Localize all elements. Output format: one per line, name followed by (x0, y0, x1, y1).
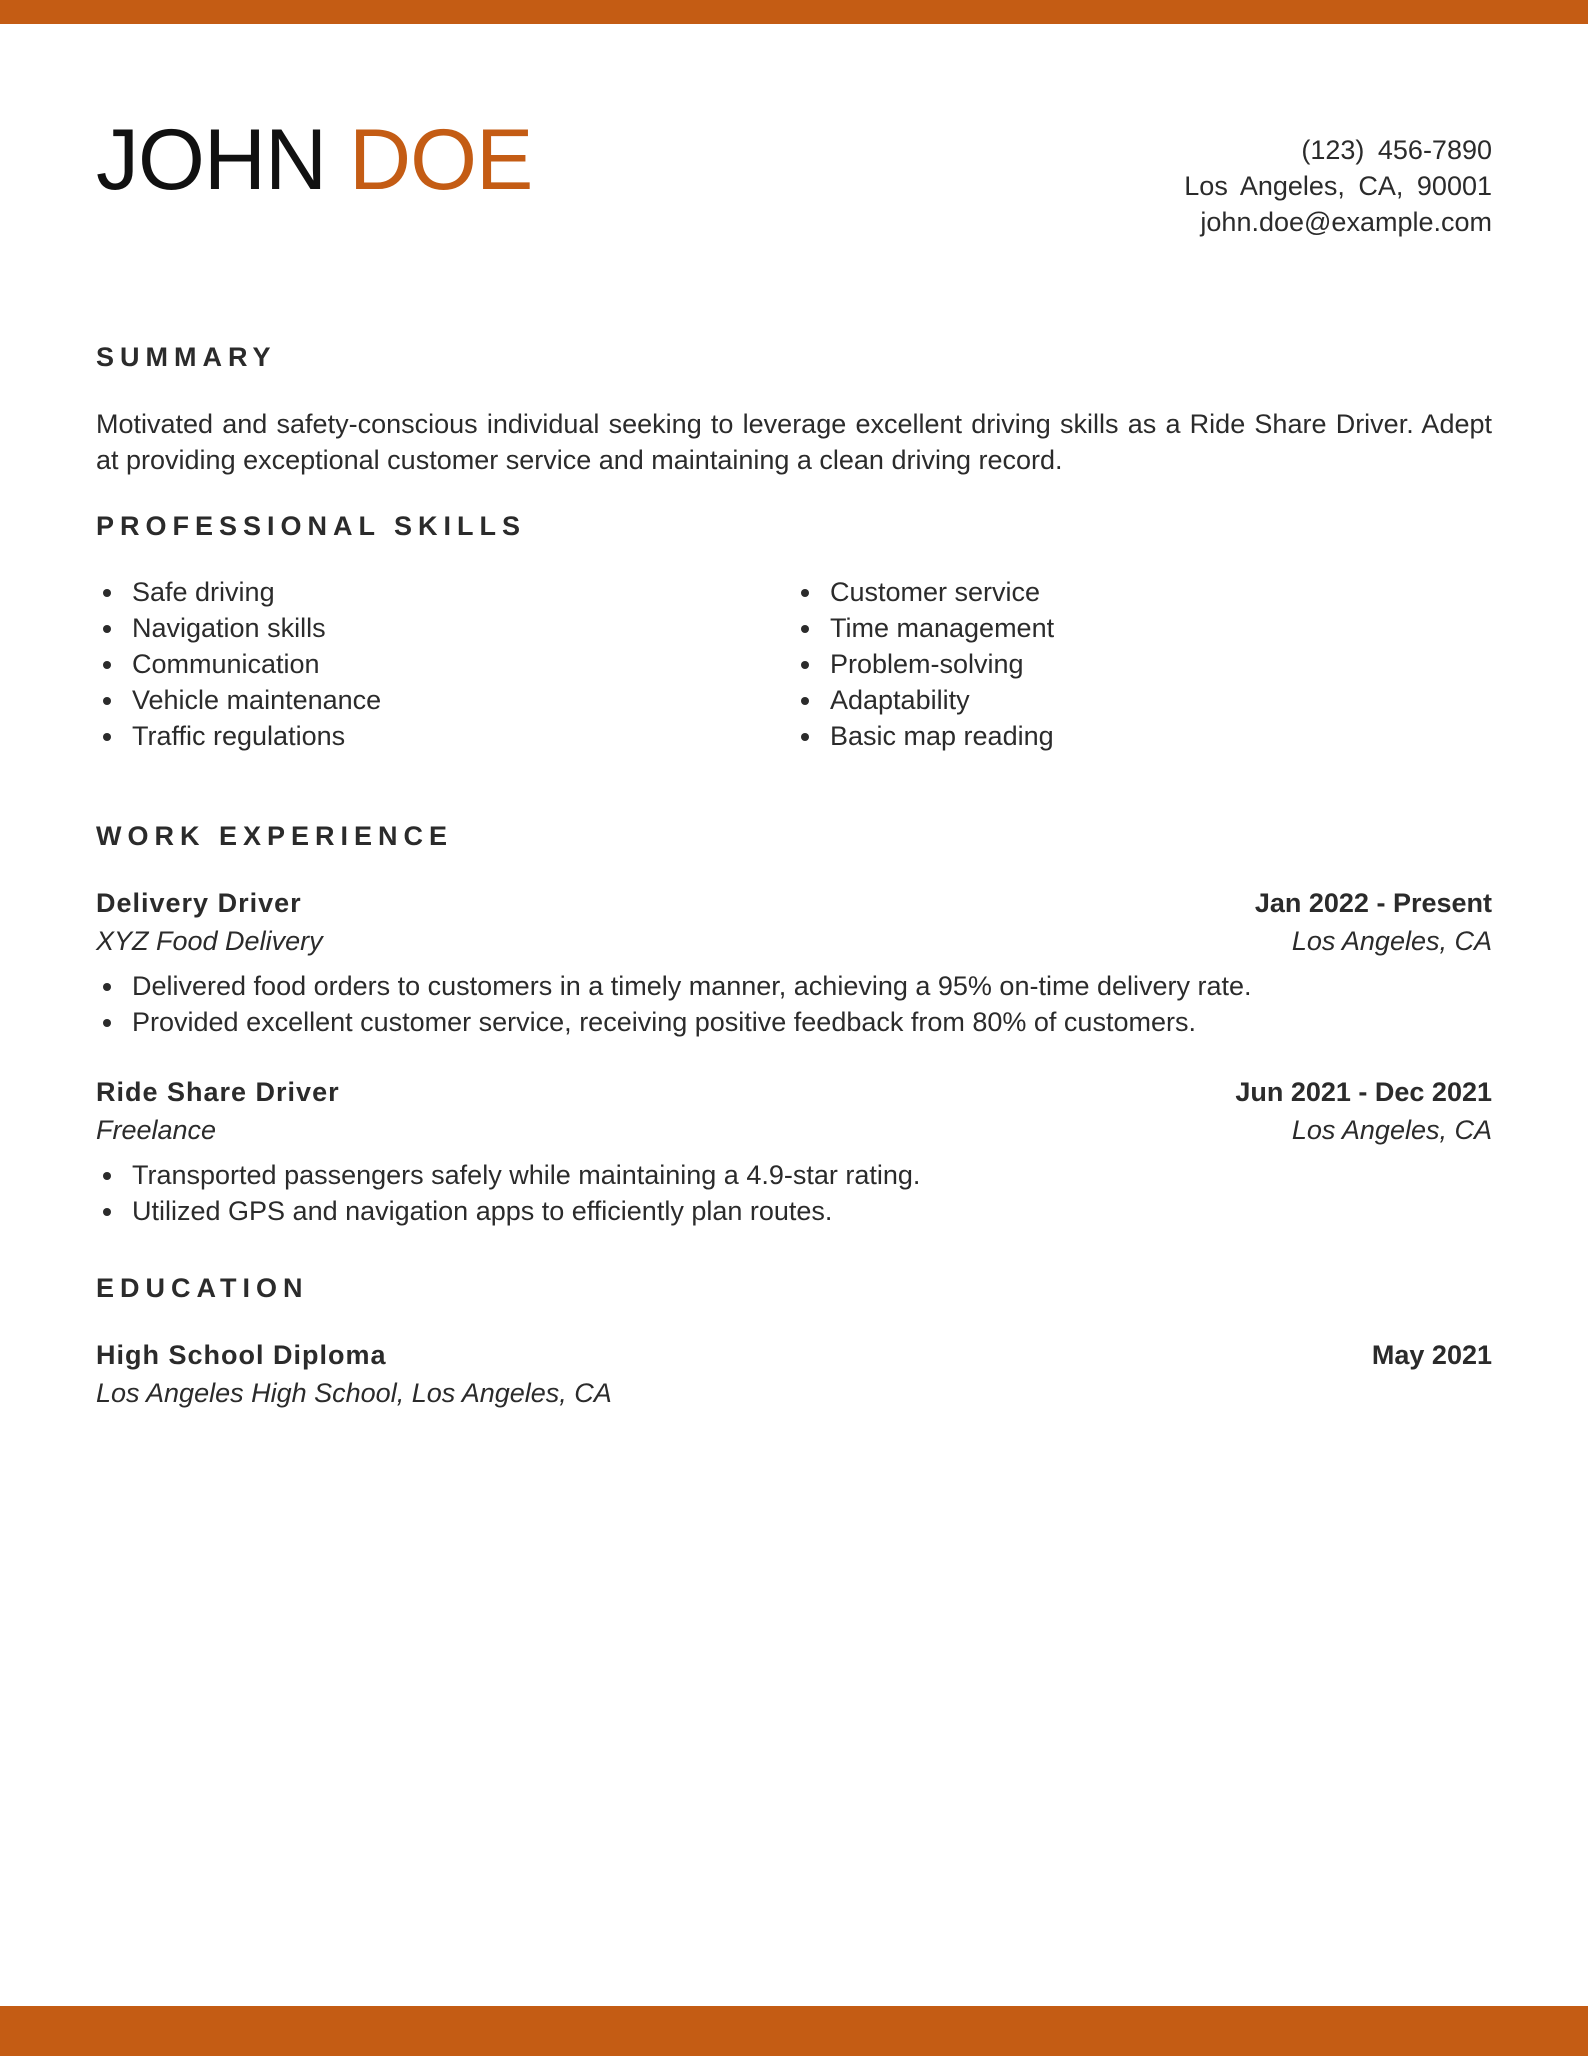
email-address: john.doe@example.com (1200, 207, 1492, 237)
job-location: Los Angeles, CA (1291, 1115, 1492, 1145)
phone-number: (123) 456-7890 (1301, 135, 1492, 165)
skills-right-column (794, 574, 1492, 754)
job-company: Freelance (96, 1115, 217, 1145)
skill-item: Communication (96, 646, 794, 682)
job-bullet: Delivered food orders to customers in a timely manner, achieving a 95% on-time delivery rate. (96, 968, 1492, 1004)
job-title: Delivery Driver (96, 888, 302, 918)
job-dates: Jun 2021 - Dec 2021 (1235, 1077, 1492, 1107)
contact-block (1184, 132, 1492, 240)
last-name: DOE (349, 112, 533, 208)
skills-heading: PROFESSIONAL SKILLS (96, 511, 527, 541)
summary-text: Motivated and safety-conscious individual seeking to leverage excellent driving skills as a Ride Share Driver. Adept at providing exceptional customer service and maintaining a clean driving record. (96, 409, 1492, 475)
job-dates: Jan 2022 - Present (1254, 888, 1492, 918)
skills-columns (96, 574, 1492, 754)
job-entry-delivery-driver (96, 884, 1492, 1040)
skill-item: Vehicle maintenance (96, 682, 794, 718)
graduation-date: May 2021 (1371, 1340, 1492, 1370)
bottom-accent-band (0, 2006, 1588, 2056)
experience-heading: WORK EXPERIENCE (96, 821, 454, 851)
job-bullets (96, 968, 1492, 1040)
skill-item: Safe driving (96, 574, 794, 610)
skill-item: Navigation skills (96, 610, 794, 646)
job-entry-ride-share-driver (96, 1073, 1492, 1229)
job-bullet: Transported passengers safely while maintaining a 4.9-star rating. (96, 1157, 1492, 1193)
skills-left-column (96, 574, 794, 754)
skill-item: Problem-solving (794, 646, 1492, 682)
education-heading: EDUCATION (96, 1273, 309, 1303)
job-bullets (96, 1157, 1492, 1229)
job-company: XYZ Food Delivery (96, 926, 323, 956)
job-title: Ride Share Driver (96, 1077, 340, 1107)
candidate-name (96, 110, 532, 210)
degree: High School Diploma (96, 1340, 387, 1370)
skill-item: Adaptability (794, 682, 1492, 718)
job-location: Los Angeles, CA (1291, 926, 1492, 956)
school: Los Angeles High School, Los Angeles, CA (96, 1378, 612, 1408)
skill-item: Traffic regulations (96, 718, 794, 754)
job-bullet: Utilized GPS and navigation apps to efficiently plan routes. (96, 1193, 1492, 1229)
education-entry (96, 1336, 1492, 1412)
skill-item: Basic map reading (794, 718, 1492, 754)
skill-item: Time management (794, 610, 1492, 646)
top-accent-band (0, 0, 1588, 24)
address: Los Angeles, CA, 90001 (1184, 171, 1492, 201)
first-name: JOHN (96, 112, 327, 208)
job-bullet: Provided excellent customer service, receiving positive feedback from 80% of customers. (96, 1004, 1492, 1040)
skill-item: Customer service (794, 574, 1492, 610)
summary-heading: SUMMARY (96, 342, 277, 372)
